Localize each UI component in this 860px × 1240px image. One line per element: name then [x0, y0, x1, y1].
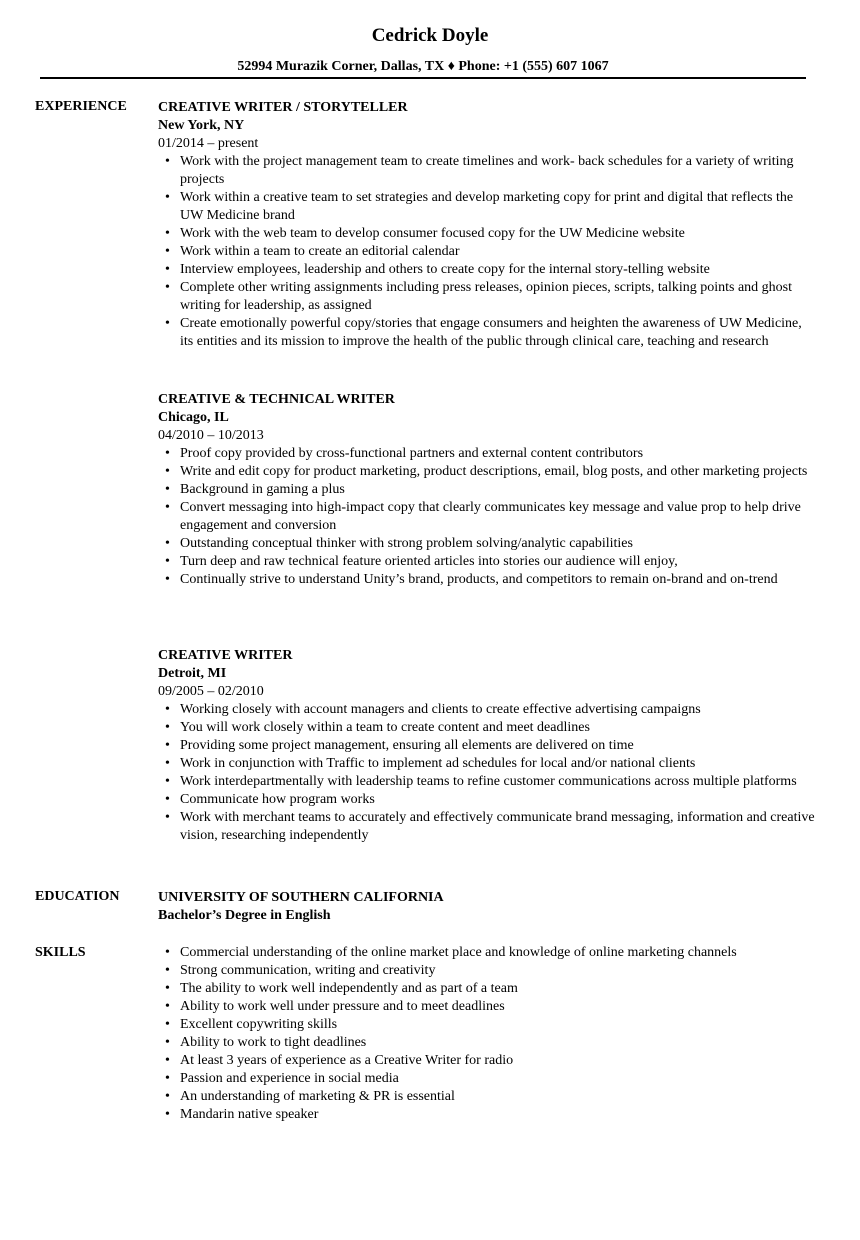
- job-entry: [158, 391, 818, 589]
- school-name: UNIVERSITY OF SOUTHERN CALIFORNIA: [158, 890, 444, 905]
- list-item: • You will work closely within a team to create content and meet deadlines: [180, 719, 818, 737]
- list-item: • Communicate how program works: [180, 791, 818, 809]
- section-label-experience: EXPERIENCE: [35, 99, 127, 114]
- list-item: • Providing some project management, ensuring all elements are delivered on time: [180, 737, 818, 755]
- list-item: • Turn deep and raw technical feature oriented articles into stories our audience will enjoy,: [180, 553, 818, 571]
- job-bullets: [158, 701, 818, 845]
- job-title: CREATIVE WRITER / STORYTELLER: [158, 100, 408, 115]
- list-item: • Background in gaming a plus: [180, 481, 818, 499]
- list-item: • Ability to work well under pressure and to meet deadlines: [180, 998, 818, 1016]
- list-item: • Create emotionally powerful copy/stories that engage consumers and heighten the awareness of UW Medicine, its entities and its mission to improve the health of the public through clinical care, teaching and research: [180, 315, 818, 351]
- list-item: • Work with the project management team to create timelines and work- back schedules for a variety of writing projects: [180, 153, 818, 189]
- job-title: CREATIVE & TECHNICAL WRITER: [158, 392, 395, 407]
- list-item: • Mandarin native speaker: [180, 1106, 818, 1124]
- list-item: • Working closely with account managers and clients to create effective advertising campaigns: [180, 701, 818, 719]
- education-entry: [158, 889, 818, 925]
- section-label-skills: SKILLS: [35, 945, 86, 960]
- job-bullets: [158, 153, 818, 351]
- list-item: • Write and edit copy for product marketing, product descriptions, email, blog posts, and other marketing projects: [180, 463, 818, 481]
- degree: Bachelor’s Degree in English: [158, 908, 331, 923]
- job-dates: 04/2010 – 10/2013: [158, 428, 264, 443]
- skills-list: [158, 944, 818, 1124]
- contact-line: 52994 Murazik Corner, Dallas, TX ♦ Phone: +1 (555) 607 1067: [237, 59, 609, 74]
- job-location: Detroit, MI: [158, 666, 227, 681]
- skills-bullets: [158, 944, 818, 1124]
- list-item: • Work interdepartmentally with leadership teams to refine customer communications across multiple platforms: [180, 773, 818, 791]
- list-item: • The ability to work well independently and as part of a team: [180, 980, 818, 998]
- list-item: • Complete other writing assignments including press releases, opinion pieces, scripts, talking points and ghost writing for leadership, as assigned: [180, 279, 818, 315]
- job-dates: 01/2014 – present: [158, 136, 259, 151]
- header-divider: [40, 77, 806, 79]
- list-item: • Interview employees, leadership and others to create copy for the internal story-telling website: [180, 261, 818, 279]
- candidate-name: Cedrick Doyle: [371, 25, 489, 46]
- list-item: • Outstanding conceptual thinker with strong problem solving/analytic capabilities: [180, 535, 818, 553]
- list-item: • Convert messaging into high-impact copy that clearly communicates key message and value prop to help drive engagement and conversion: [180, 499, 818, 535]
- list-item: • Excellent copywriting skills: [180, 1016, 818, 1034]
- list-item: • Passion and experience in social media: [180, 1070, 818, 1088]
- list-item: • At least 3 years of experience as a Creative Writer for radio: [180, 1052, 818, 1070]
- list-item: • Work with the web team to develop consumer focused copy for the UW Medicine website: [180, 225, 818, 243]
- list-item: • An understanding of marketing & PR is essential: [180, 1088, 818, 1106]
- job-entry: [158, 99, 818, 351]
- list-item: • Ability to work to tight deadlines: [180, 1034, 818, 1052]
- section-label-education: EDUCATION: [35, 889, 120, 904]
- job-title: CREATIVE WRITER: [158, 648, 293, 663]
- job-location: Chicago, IL: [158, 410, 229, 425]
- list-item: • Proof copy provided by cross-functional partners and external content contributors: [180, 445, 818, 463]
- list-item: • Strong communication, writing and creativity: [180, 962, 818, 980]
- job-location: New York, NY: [158, 118, 245, 133]
- job-bullets: [158, 445, 818, 589]
- job-entry: [158, 647, 818, 845]
- list-item: • Work with merchant teams to accurately and effectively communicate brand messaging, information and creative vision, researching independently: [180, 809, 818, 845]
- job-dates: 09/2005 – 02/2010: [158, 684, 264, 699]
- list-item: • Work within a team to create an editorial calendar: [180, 243, 818, 261]
- list-item: • Work within a creative team to set strategies and develop marketing copy for print and digital that reflects the UW Medicine brand: [180, 189, 818, 225]
- list-item: • Work in conjunction with Traffic to implement ad schedules for local and/or national clients: [180, 755, 818, 773]
- list-item: • Commercial understanding of the online market place and knowledge of online marketing channels: [180, 944, 818, 962]
- list-item: • Continually strive to understand Unity’s brand, products, and competitors to remain on-brand and on-trend: [180, 571, 818, 589]
